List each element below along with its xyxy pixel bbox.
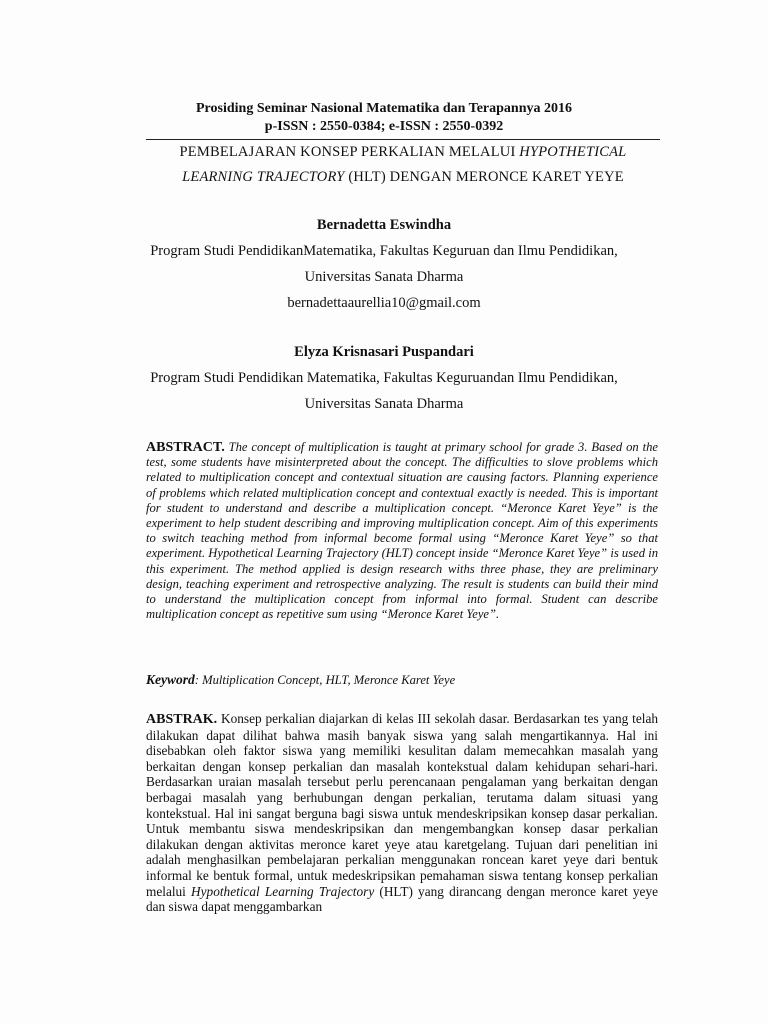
author-1-affiliation-line1: Program Studi PendidikanMatematika, Fakultas Keguruan dan Ilmu Pendidikan, [150, 243, 618, 259]
keywords [146, 672, 658, 688]
proceedings-title: Prosiding Seminar Nasional Matematika dan Terapannya 2016 [196, 101, 572, 116]
author-2-name: Elyza Krisnasari Puspandari [294, 344, 474, 360]
abstract-english [146, 440, 658, 622]
abstract-id-label: ABSTRAK. [146, 712, 218, 727]
abstract-id-text-before: Konsep perkalian diajarkan di kelas III sekolah dasar. Berdasarkan tes yang telah dilakukan dapat dilihat bahwa masih banyak siswa yang salah mengartikannya. Hal ini disebabkan oleh faktor siswa yang memiliki kesulitan dalam memecahkan masalah yang berkaitan dengan konsep perkalian dan masalah kontekstual dalam kehidupan sehari-hari. Berdasarkan uraian masalah tersebut perlu perencanaan pengalaman yang berkaitan dengan berbagai masalah yang berhubungan dengan perkalian, terutama dalam situasi yang kontekstual. Hal ini sangat berguna bagi siswa untuk mendeskripsikan konsep dasar perkalian. Untuk membantu siswa mendeskripsikan dan mengembangkan konsep dasar perkalian dilakukan dengan aktivitas meronce karet yeye atau karetgelang. Tujuan dari penelitian ini adalah menghasilkan pembelajaran perkalian menggunakan roncean karet yeye dari bentuk informal ke bentuk formal, untuk medeskripsikan pemahaman siswa tentang konsep perkalian melalui [146, 711, 658, 899]
author-1-affiliation-line2: Universitas Sanata Dharma [304, 269, 464, 285]
paper-title [146, 140, 660, 190]
abstract-id-text-after: (HLT) yang dirancang dengan meronce karet yeye dan siswa dapat menggambarkan [146, 883, 658, 915]
title-part-3: (HLT) DENGAN MERONCE KARET YEYE [344, 169, 624, 185]
title-part-1: PEMBELAJARAN KONSEP PERKALIAN MELALUI [179, 144, 520, 160]
author-1-name: Bernadetta Eswindha [316, 217, 452, 233]
issn-line: p-ISSN : 2550-0384; e-ISSN : 2550-0392 [264, 119, 504, 134]
author-2-affiliation-line2: Universitas Sanata Dharma [304, 396, 464, 412]
title-part-2: HYPOTHETICAL LEARNING TRAJECTORY [182, 144, 627, 185]
author-2 [0, 339, 768, 417]
abstract-id-text-italic: Hypothetical Learning Trajectory [191, 883, 375, 899]
keyword-text: : Multiplication Concept, HLT, Meronce Karet Yeye [194, 673, 456, 687]
author-2-affiliation-line1: Program Studi Pendidikan Matematika, Fakultas Keguruandan Ilmu Pendidikan, [150, 370, 618, 386]
abstract-indonesian [146, 711, 658, 915]
author-1 [0, 212, 768, 316]
keyword-label: Keyword [146, 672, 195, 687]
running-header [0, 100, 768, 136]
author-1-email: bernadettaaurellia10@gmail.com [287, 295, 481, 311]
abstract-en-label: ABSTRACT. [146, 440, 225, 455]
abstract-en-text: The concept of multiplication is taught at primary school for grade 3. Based on the test, some students have misinterpreted about the concept. The difficulties to slove problems which related to multiplication concept and contextual situation are causing factors. Planning experience of problems which related multiplication concept and contextual exactly is needed. This is important for student to understand and describe a multiplication concept. “Meronce Karet Yeye” is the experiment to help student describing and improving multiplication concept. Aim of this experiments to switch teaching method from informal become formal using “Meronce Karet Yeye” so that experiment. Hypothetical Learning Trajectory (HLT) concept inside “Meronce Karet Yeye” is used in this experiment. The method applied is design research withs three phase, they are preliminary design, teaching experiment and retrospective analyzing. The result is students can build their mind to understand the multiplication concept from informal into formal. Student can describe multiplication concept as repetitive sum using “Meronce Karet Yeye”. [146, 440, 658, 622]
